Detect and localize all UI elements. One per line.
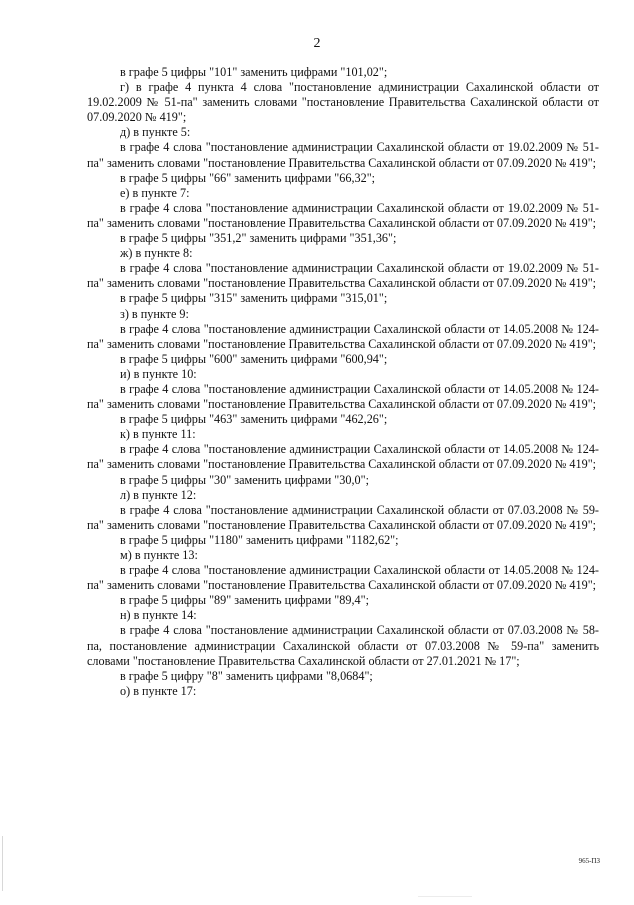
paragraph: е) в пункте 7: bbox=[120, 185, 190, 200]
paragraph: в графе 4 слова "постановление администрации Сахалинской области от 19.02.2009 № 51-па" заменить словами "постановление Правительства Сахалинской области от 07.09.2020 № 419"; bbox=[87, 200, 599, 230]
paragraph: в графе 4 слова "постановление администрации Сахалинской области от 14.05.2008 № 124-па" заменить словами "постановление Правительства Сахалинской области от 07.09.2020 № 419"; bbox=[87, 381, 599, 412]
paragraph: в графе 4 слова "постановление администрации Сахалинской области от 19.02.2009 № 51-па" заменить словами "постановление Правительства Сахалинской области от 07.09.2020 № 419"; bbox=[87, 140, 599, 170]
paragraph: в графе 5 цифру "8" заменить цифрами "8,0684"; bbox=[120, 668, 373, 683]
paragraph: в графе 5 цифры "1180" заменить цифрами "1182,62"; bbox=[120, 532, 399, 547]
paragraph: г) в графе 4 пункта 4 слова "постановление администрации Сахалинской области от 19.02.2009 № 51-па" заменить словами "постановление Правительства Сахалинской области от 07.09.2020 № 419"; bbox=[87, 80, 599, 125]
paragraph: к) в пункте 11: bbox=[120, 427, 196, 442]
paragraph: л) в пункте 12: bbox=[120, 487, 197, 502]
paragraph: в графе 4 слова "постановление администрации Сахалинской области от 19.02.2009 № 51-па" заменить словами "постановление Правительства Сахалинской области от 07.09.2020 № 419"; bbox=[87, 261, 599, 291]
paragraph: в графе 4 слова "постановление администрации Сахалинской области от 14.05.2008 № 124-па" заменить словами "постановление Правительства Сахалинской области от 07.09.2020 № 419"; bbox=[87, 442, 599, 472]
scan-artifact-left bbox=[2, 836, 3, 891]
paragraph: д) в пункте 5: bbox=[120, 125, 191, 140]
paragraph: в графе 5 цифры "66" заменить цифрами "66,32"; bbox=[120, 170, 376, 185]
paragraph: о) в пункте 17: bbox=[120, 683, 197, 698]
paragraph: в графе 5 цифры "315" заменить цифрами "315,01"; bbox=[120, 291, 388, 306]
paragraph: н) в пункте 14: bbox=[120, 608, 197, 623]
paragraph: в графе 5 цифры "30" заменить цифрами "30,0"; bbox=[120, 472, 369, 487]
scan-artifact-bottom bbox=[418, 896, 472, 897]
paragraph: в графе 5 цифры "463" заменить цифрами "462,26"; bbox=[120, 412, 388, 427]
paragraph: в графе 5 цифры "89" заменить цифрами "89,4"; bbox=[120, 593, 369, 608]
document-body bbox=[87, 65, 599, 699]
paragraph: и) в пункте 10: bbox=[120, 366, 197, 381]
paragraph: в графе 5 цифры "351,2" заменить цифрами "351,36"; bbox=[120, 231, 397, 246]
paragraph: в графе 5 цифры "600" заменить цифрами "600,94"; bbox=[120, 351, 388, 366]
page-number: 2 bbox=[313, 36, 321, 51]
paragraph: в графе 4 слова "постановление администрации Сахалинской области от 07.03.2008 № 58-па, постановление администрации Сахалинской области от 07.03.2008 № 59-па" заменить словами "постановление Правительства Сахалинской области от 27.01.2021 № 17"; bbox=[87, 623, 599, 668]
document-footer-code: 965-ПЗ bbox=[578, 857, 600, 865]
paragraph: в графе 4 слова "постановление администрации Сахалинской области от 14.05.2008 № 124-па" заменить словами "постановление Правительства Сахалинской области от 07.09.2020 № 419"; bbox=[87, 321, 599, 351]
paragraph: ж) в пункте 8: bbox=[120, 246, 193, 261]
paragraph: в графе 5 цифры "101" заменить цифрами "101,02"; bbox=[120, 65, 388, 79]
paragraph: в графе 4 слова "постановление администрации Сахалинской области от 14.05.2008 № 124-па" заменить словами "постановление Правительства Сахалинской области от 07.09.2020 № 419"; bbox=[87, 563, 599, 593]
paragraph: в графе 4 слова "постановление администрации Сахалинской области от 07.03.2008 № 59-па" заменить словами "постановление Правительства Сахалинской области от 07.09.2020 № 419"; bbox=[87, 502, 599, 532]
paragraph: з) в пункте 9: bbox=[120, 306, 189, 321]
paragraph: м) в пункте 13: bbox=[120, 548, 198, 562]
